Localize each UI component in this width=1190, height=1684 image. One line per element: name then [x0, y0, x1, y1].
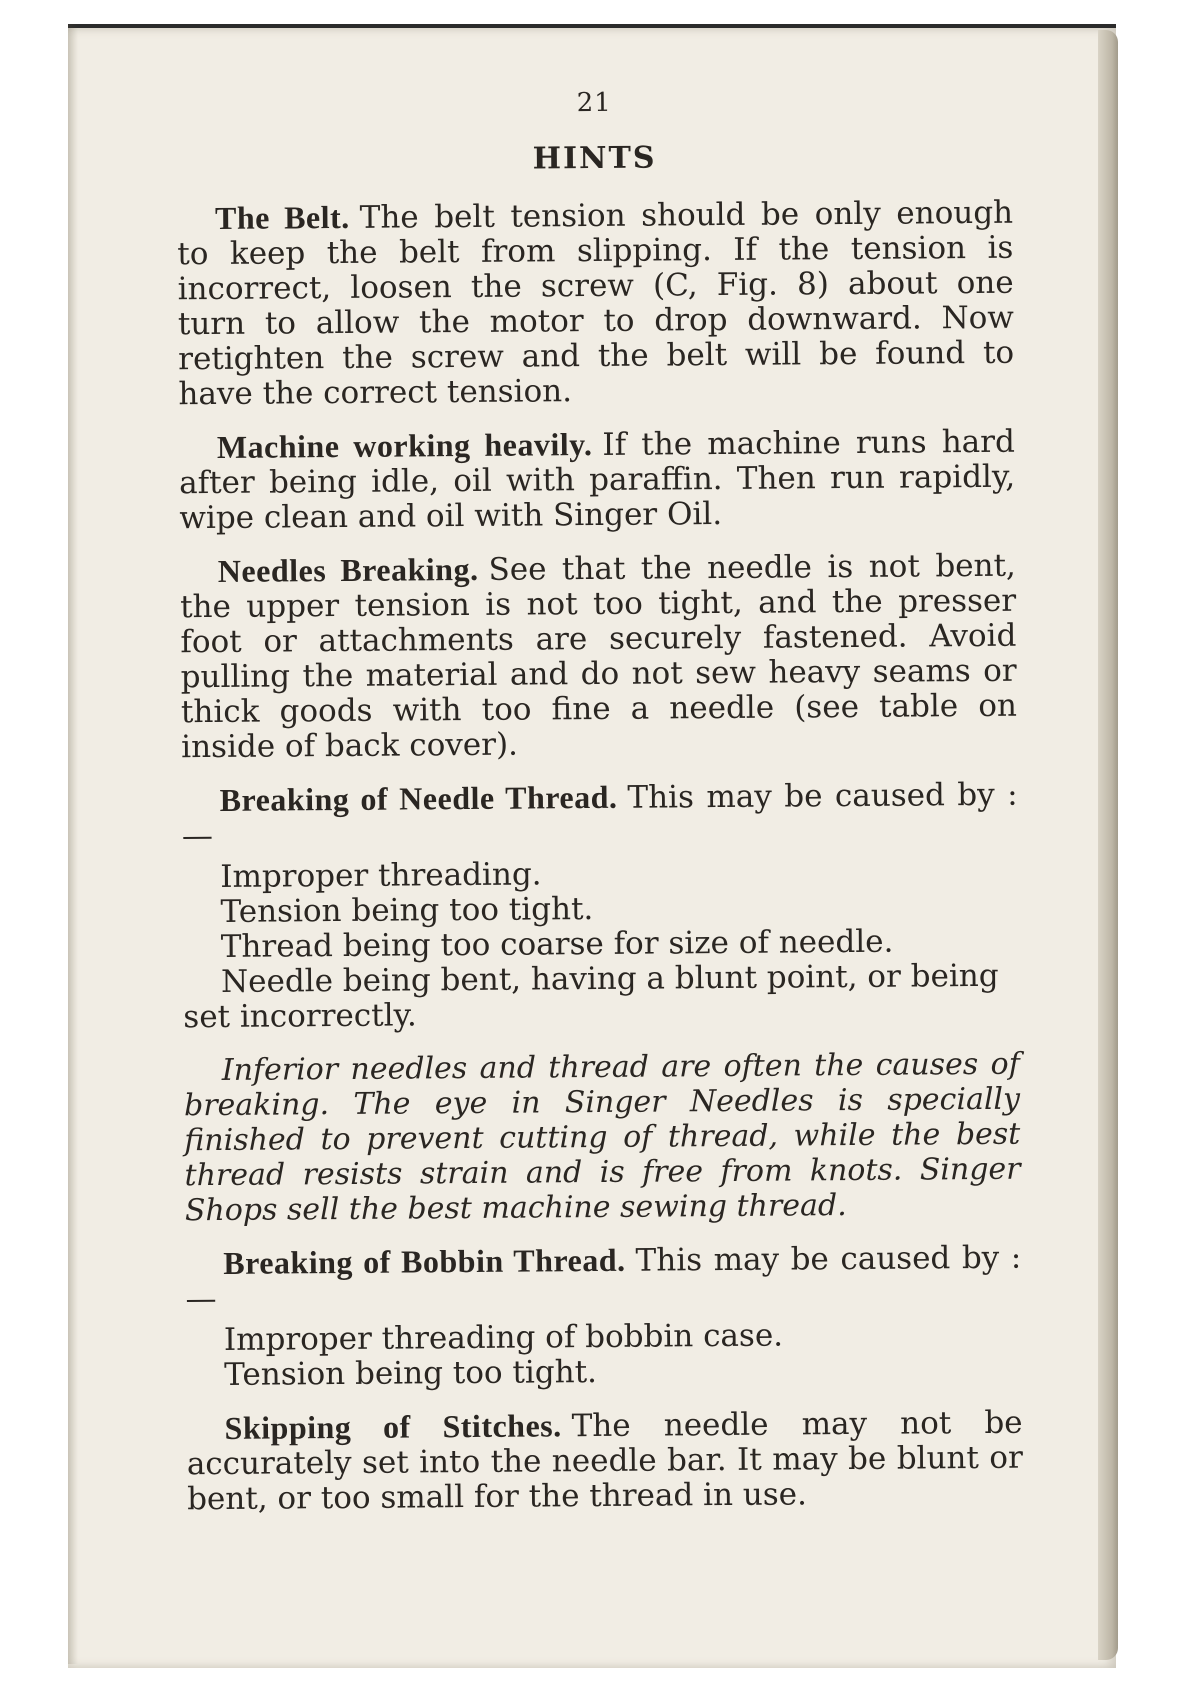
section-heading: Machine working heavily.	[216, 426, 593, 465]
section-text: This may be caused by :—	[181, 776, 1018, 855]
section-heading: Needles Breaking.	[217, 550, 479, 589]
section-needles-breaking	[180, 548, 1018, 766]
needle-thread-causes	[182, 854, 1019, 1036]
section-heading: Skipping of Stitches.	[224, 1407, 562, 1446]
page-edge	[1098, 30, 1118, 1660]
section-bobbin-thread	[185, 1240, 1022, 1318]
list-item: Needle being bent, having a blunt point, or being set incorrectly.	[183, 957, 999, 1036]
bobbin-thread-causes	[186, 1317, 1023, 1394]
page-number: 21	[576, 87, 612, 119]
page-title: HINTS	[532, 140, 657, 177]
spine-shadow	[68, 24, 78, 1664]
section-heading: Breaking of Needle Thread.	[219, 778, 618, 818]
section-text: See that the needle is not bent, the upper tension is not too tight, and the presser foot or attachments are securely fastened. Avoid pulling the material and do not sew heavy seams or thick goods with too fine a needle (see table on inside of back cover).	[179, 547, 1018, 766]
section-text: The belt tension should be only enough to keep the belt from slipping. If the tension is incorrect, loosen the screw (C, Fig. 8) about one turn to allow the motor to drop downward. Now retighten the screw and the belt will be found to have the correct tension.	[177, 194, 1015, 413]
section-heading: The Belt.	[214, 198, 350, 236]
list-item: Tension being too tight.	[220, 891, 594, 930]
section-machine-heavy	[179, 424, 1016, 537]
section-text: The needle may not be accurately set into the needle bar. It may be blunt or bent, or too small for the thread in use.	[186, 1404, 1023, 1518]
section-heading: Breaking of Bobbin Thread.	[223, 1241, 626, 1281]
section-needle-thread	[182, 777, 1019, 855]
section-skipping-stitches	[186, 1405, 1023, 1518]
section-text: If the machine runs hard after being idle, oil with paraffin. Then run rapidly, wipe clean and oil with Singer Oil.	[179, 423, 1016, 537]
section-text: This may be caused by :—	[185, 1239, 1022, 1318]
page-content	[176, 77, 1023, 1536]
list-item: Thread being too coarse for size of needle.	[220, 923, 894, 965]
section-belt	[177, 195, 1015, 413]
list-item: Improper threading of bobbin case.	[223, 1317, 784, 1358]
italic-note: Inferior needles and thread are often the causes of breaking. The eye in Singer Needles is specially finished to prevent cutting of thread, while the best thread resists strain and is free from knots. Singer Shops sell the best machine sewing thread.	[183, 1046, 1021, 1229]
list-item: Improper threading.	[220, 856, 542, 895]
list-item: Tension being too tight.	[224, 1354, 598, 1393]
